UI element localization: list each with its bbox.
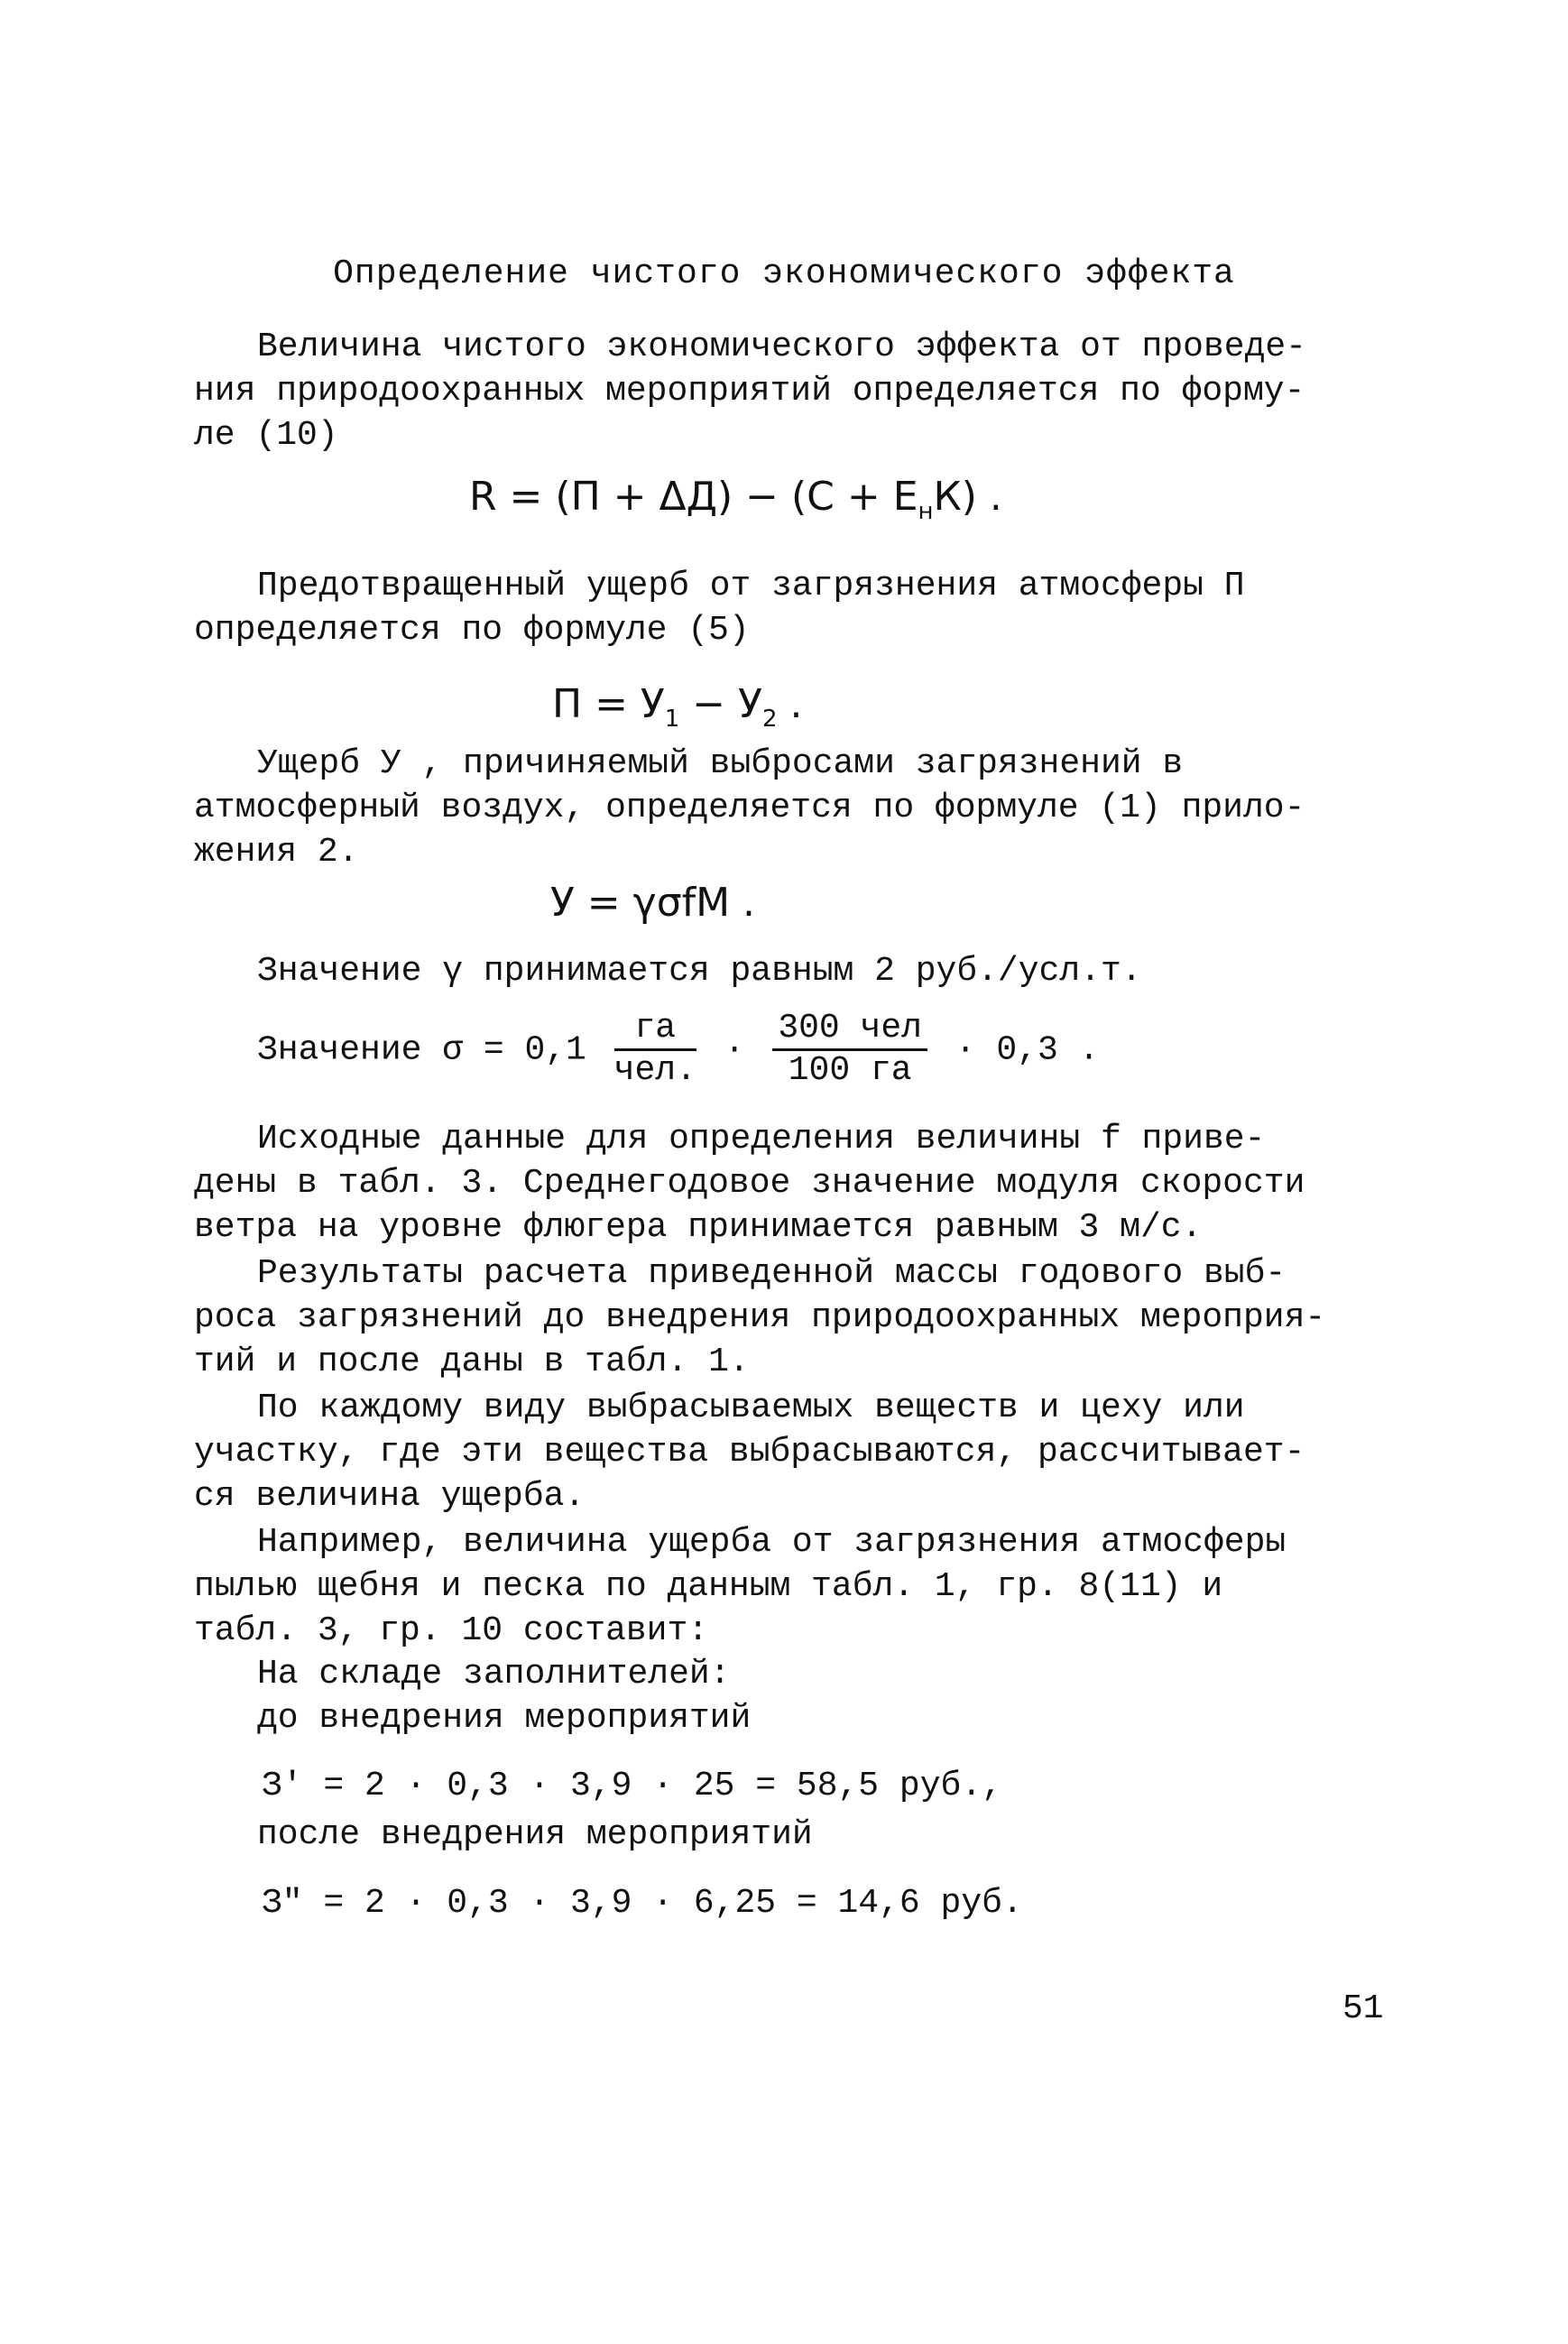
paragraph-source-data — [194, 1117, 1398, 1250]
text-line: Результаты расчета приведенной массы годового выб- — [257, 1254, 1287, 1293]
formula-damage — [550, 880, 755, 926]
text-line: ния природоохранных мероприятий определяется по форму- — [194, 372, 1305, 411]
paragraph-net-effect — [194, 325, 1398, 457]
page-number: 51 — [1342, 1989, 1384, 2028]
text-line: Исходные данные для определения величины f приве- — [257, 1120, 1266, 1158]
sigma-prefix: Значение σ = 0,1 — [257, 1030, 586, 1070]
text-line: ле (10) — [194, 416, 338, 455]
text-line: Например, величина ущерба от загрязнения атмосферы — [257, 1523, 1287, 1562]
text-line: дены в табл. 3. Среднегодовое значение модуля скорости — [194, 1164, 1305, 1203]
paragraph-example — [194, 1520, 1398, 1653]
text-line: определяется по формуле (5) — [194, 611, 750, 650]
paragraph-prevented-damage — [194, 564, 1398, 652]
text-line: атмосферный воздух, определяется по формуле (1) прило- — [194, 789, 1305, 827]
section-title: Определение чистого экономического эффекта — [333, 254, 1235, 293]
formula-subscript: 1 — [664, 705, 680, 733]
sigma-value-line — [257, 1009, 1099, 1091]
gamma-value-line: Значение γ принимается равным 2 руб./усл.т. — [257, 952, 1142, 991]
text-line: Предотвращенный ущерб от загрязнения атмосферы П — [257, 567, 1245, 605]
text-line: ся величина ущерба. — [194, 1477, 586, 1516]
formula-text: R = (П + ΔД) − (С + Е — [469, 474, 918, 520]
fraction-numerator: га — [614, 1009, 696, 1051]
sigma-suffix: · 0,3 . — [955, 1030, 1100, 1070]
formula-text: . — [777, 681, 803, 727]
formula-text: − У — [679, 681, 762, 727]
formula-net-effect — [469, 474, 1002, 525]
formula-prevented-damage — [552, 681, 802, 733]
text-line: жения 2. — [194, 833, 359, 872]
calc-after: З" = 2 · 0,3 · 3,9 · 6,25 = 14,6 руб. — [262, 1884, 1023, 1923]
formula-text: К) . — [933, 474, 1002, 520]
text-line: табл. 3, гр. 10 составит: — [194, 1611, 709, 1650]
formula-subscript: н — [918, 497, 934, 525]
fraction-ha-per-person — [614, 1009, 696, 1091]
text-line: тий и после даны в табл. 1. — [194, 1343, 750, 1381]
warehouse-line: На складе заполнителей: — [257, 1655, 731, 1693]
text-line: Ущерб У , причиняемый выбросами загрязнений в — [257, 744, 1184, 783]
text-line: роса загрязнений до внедрения природоохранных мероприя- — [194, 1298, 1326, 1337]
formula-text: У = γσfM . — [550, 880, 756, 926]
calc-before: З' = 2 · 0,3 · 3,9 · 25 = 58,5 руб., — [262, 1767, 1002, 1805]
text-line: По каждому виду выбрасываемых веществ и цеху или — [257, 1389, 1245, 1427]
paragraph-each-substance — [194, 1386, 1398, 1518]
paragraph-damage — [194, 742, 1398, 874]
text-line: участку, где эти вещества выбрасываются, рассчитывает- — [194, 1433, 1305, 1472]
paragraph-results — [194, 1251, 1398, 1384]
formula-text: П = У — [552, 681, 665, 727]
text-line: пылью щебня и песка по данным табл. 1, гр. 8(11) и — [194, 1567, 1223, 1606]
text-line: Величина чистого экономического эффекта от проведе- — [257, 328, 1306, 366]
fraction-denominator: чел. — [613, 1051, 696, 1090]
fraction-denominator: 100 га — [788, 1051, 912, 1090]
text-line: ветра на уровне флюгера принимается равным 3 м/с. — [194, 1208, 1203, 1247]
fraction-numerator: 300 чел — [772, 1009, 927, 1051]
fraction-persons-per-ha — [772, 1009, 927, 1091]
after-measures-line: после внедрения мероприятий — [257, 1815, 813, 1854]
before-measures-line: до внедрения мероприятий — [257, 1699, 752, 1738]
multiply-dot: · — [724, 1030, 745, 1070]
formula-subscript: 2 — [761, 705, 778, 733]
